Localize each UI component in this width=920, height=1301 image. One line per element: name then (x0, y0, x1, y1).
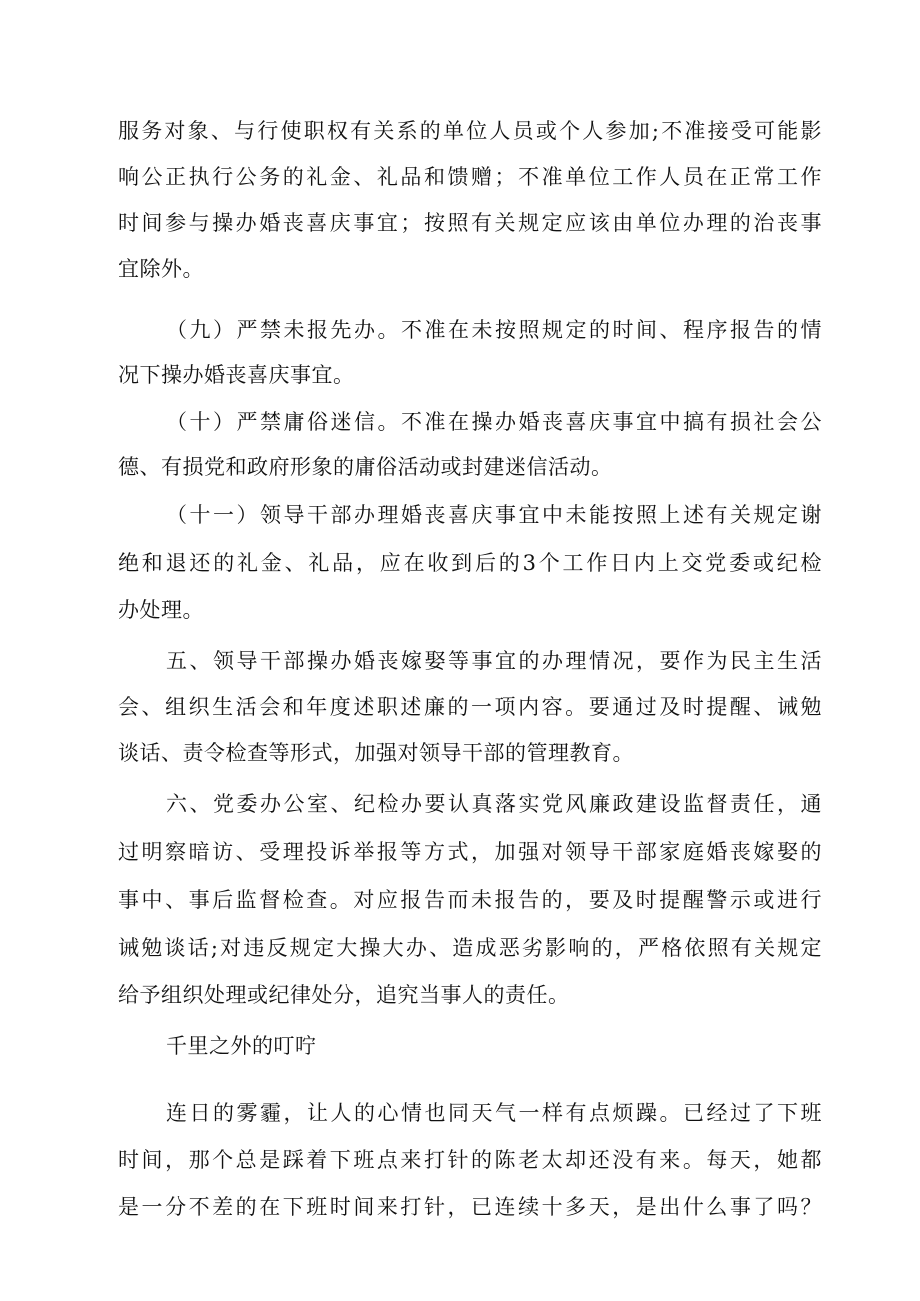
body-text-line: （九）严禁未报先办。不准在未按照规定的时间、程序报告的情 (166, 318, 822, 342)
body-text-line: 诫勉谈话;对违反规定大操大办、造成恶劣影响的，严格依照有关规定 (118, 936, 822, 960)
body-text-line: 会、组织生活会和年度述职述廉的一项内容。要通过及时提醒、诫勉 (118, 695, 822, 719)
body-text-line: 过明察暗访、受理投诉举报等方式，加强对领导干部家庭婚丧嫁娶的 (118, 840, 822, 864)
body-text-line: 响公正执行公务的礼金、礼品和馈赠；不准单位工作人员在正常工作 (118, 165, 822, 189)
body-text-line: 绝和退还的礼金、礼品，应在收到后的3个工作日内上交党委或纪检 (118, 551, 822, 575)
body-text-line: 给予组织处理或纪律处分，追究当事人的责任。 (118, 983, 570, 1007)
section-heading: 千里之外的叮咛 (166, 1034, 317, 1058)
body-text-line: 德、有损党和政府形象的庸俗活动或封建迷信活动。 (118, 455, 613, 479)
story-text-line: 时间，那个总是踩着下班点来打针的陈老太却还没有来。每天，她都 (118, 1148, 822, 1172)
body-text-line: （十一）领导干部办理婚丧喜庆事宜中未能按照上述有关规定谢 (166, 503, 822, 527)
story-text-line: 连日的雾霾，让人的心情也同天气一样有点烦躁。已经过了下班 (166, 1101, 822, 1125)
body-text-line: 六、党委办公室、纪检办要认真落实党风廉政建设监督责任，通 (166, 792, 822, 816)
body-text-line: 况下操办婚丧喜庆事宜。 (118, 363, 355, 387)
body-text-line: 时间参与操办婚丧喜庆事宜；按照有关规定应该由单位办理的治丧事 (118, 211, 822, 235)
body-text-line: 事中、事后监督检查。对应报告而未报告的，要及时提醒警示或进行 (118, 888, 822, 912)
body-text-line: 谈话、责令检查等形式，加强对领导干部的管理教育。 (118, 741, 634, 765)
story-text-line: 是一分不差的在下班时间来打针，已连续十多天，是出什么事了吗？ (118, 1195, 822, 1219)
body-text-line: 办处理。 (118, 598, 204, 622)
body-text-line: （十）严禁庸俗迷信。不准在操办婚丧喜庆事宜中搞有损社会公 (166, 410, 822, 434)
body-text-line: 服务对象、与行使职权有关系的单位人员或个人参加;不准接受可能影 (118, 119, 822, 143)
body-text-line: 宜除外。 (118, 257, 204, 281)
body-text-line: 五、领导干部操办婚丧嫁娶等事宜的办理情况，要作为民主生活 (166, 649, 822, 673)
